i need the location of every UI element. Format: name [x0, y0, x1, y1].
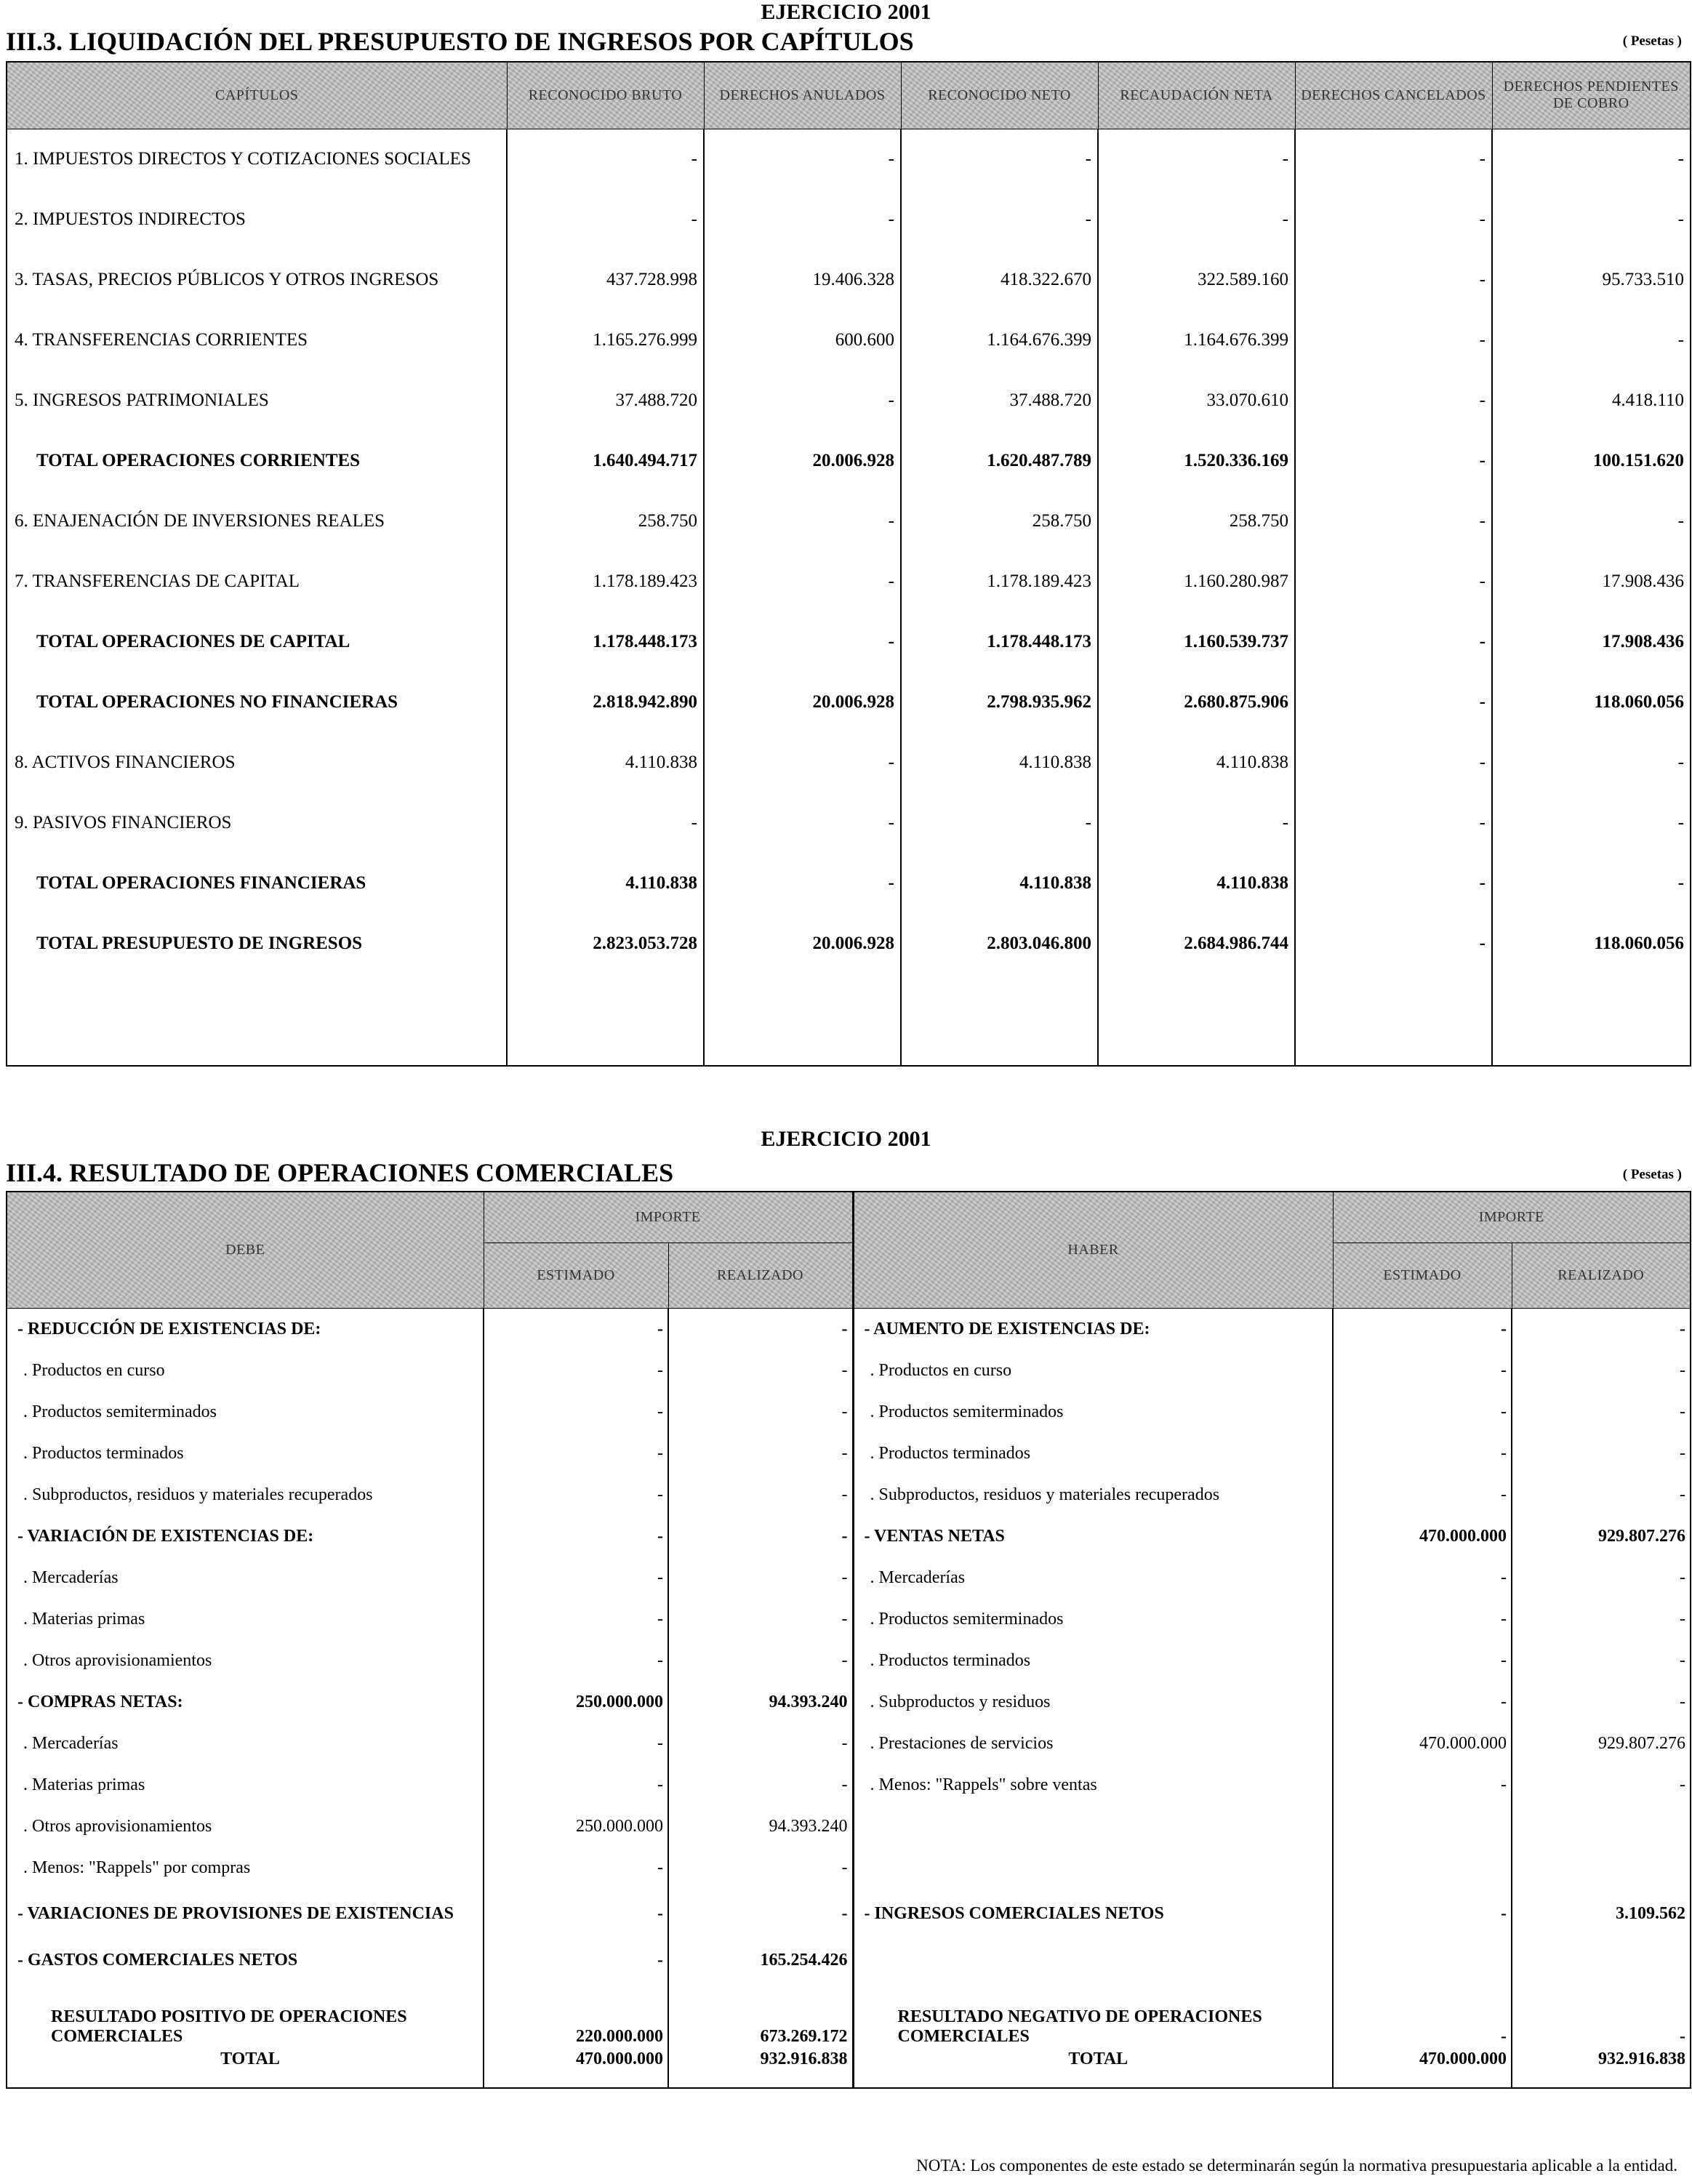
cell-value: 33.070.610	[1098, 371, 1295, 431]
table-row	[7, 1599, 1691, 1640]
haber-realizado	[1512, 1847, 1691, 1889]
row-label: 2. IMPUESTOS INDIRECTOS	[15, 209, 246, 229]
haber-realizado	[1512, 1940, 1691, 1981]
cell-value: 4.110.838	[901, 733, 1098, 793]
haber-realizado: -	[1512, 1765, 1691, 1806]
cell-value: -	[1492, 310, 1691, 371]
total-label-debe: TOTAL	[7, 2049, 484, 2088]
cell-value: -	[901, 190, 1098, 250]
haber-label: - AUMENTO DE EXISTENCIAS DE:	[853, 1308, 1333, 1350]
haber-label: . Productos terminados	[853, 1640, 1333, 1682]
cell-value: 95.733.510	[1492, 250, 1691, 310]
debe-estimado: -	[484, 1350, 668, 1392]
debe-estimado: -	[484, 1557, 668, 1599]
debe-estimado: 250.000.000	[484, 1806, 668, 1847]
cell-value: 258.750	[507, 491, 704, 552]
cell-value: -	[1295, 733, 1492, 793]
empty-cell	[704, 974, 901, 1066]
cell-value: 258.750	[901, 491, 1098, 552]
debe-estimado: -	[484, 1640, 668, 1682]
debe-label: . Productos en curso	[7, 1350, 484, 1392]
table-row	[7, 854, 1691, 914]
table-row	[7, 1940, 1691, 1981]
row-label: TOTAL OPERACIONES FINANCIERAS	[36, 873, 366, 893]
table-row	[7, 1847, 1691, 1889]
cell-value: 1.640.494.717	[507, 431, 704, 491]
cell-value: -	[1492, 854, 1691, 914]
haber-label: . Subproductos y residuos	[853, 1682, 1333, 1723]
table-row	[7, 310, 1691, 371]
cell-value: -	[704, 491, 901, 552]
cell-value: 600.600	[704, 310, 901, 371]
table-row	[7, 1516, 1691, 1557]
header-importe-debe: IMPORTE	[484, 1192, 853, 1242]
cell-value: -	[901, 793, 1098, 854]
haber-estimado: -	[1333, 1308, 1512, 1350]
haber-label: . Prestaciones de servicios	[853, 1723, 1333, 1765]
debe-label: . Productos semiterminados	[7, 1392, 484, 1433]
table-row	[7, 1392, 1691, 1433]
table-row	[7, 914, 1691, 974]
cell-value: -	[1492, 190, 1691, 250]
cell-value: 2.684.986.744	[1098, 914, 1295, 974]
header-debe: DEBE	[7, 1192, 484, 1308]
table-row	[7, 1640, 1691, 1682]
cell-value: -	[1492, 129, 1691, 190]
cell-value: -	[1295, 612, 1492, 673]
header-estimado-haber: ESTIMADO	[1333, 1242, 1512, 1308]
resultado-positivo-label: RESULTADO POSITIVO DE OPERACIONES COMERCIALES	[7, 1981, 484, 2049]
debe-realizado: -	[668, 1392, 853, 1433]
debe-label: - COMPRAS NETAS:	[7, 1682, 484, 1723]
row-label: TOTAL OPERACIONES NO FINANCIERAS	[36, 692, 398, 712]
row-label: 4. TRANSFERENCIAS CORRIENTES	[15, 330, 308, 350]
debe-estimado: -	[484, 1308, 668, 1350]
cell-value: -	[1098, 190, 1295, 250]
table-row	[7, 1350, 1691, 1392]
debe-realizado: -	[668, 1847, 853, 1889]
ejercicio-title-2: EJERCICIO 2001	[761, 1127, 931, 1151]
debe-label: - VARIACIONES DE PROVISIONES DE EXISTENCIAS	[7, 1889, 484, 1940]
table-row	[7, 552, 1691, 612]
table-row	[7, 1557, 1691, 1599]
cell-value: 1.178.448.173	[507, 612, 704, 673]
cell-value: -	[704, 190, 901, 250]
table-row	[7, 612, 1691, 673]
cell-value: 4.110.838	[1098, 733, 1295, 793]
haber-realizado: -	[1512, 1392, 1691, 1433]
cell-value: 4.110.838	[507, 854, 704, 914]
cell-value: 322.589.160	[1098, 250, 1295, 310]
cell-value: -	[1098, 793, 1295, 854]
debe-estimado: -	[484, 1765, 668, 1806]
empty-cell	[7, 974, 507, 1066]
resultado-negativo-label: RESULTADO NEGATIVO DE OPERACIONES COMERCIALES	[853, 1981, 1333, 2049]
nota-footer: NOTA: Los componentes de este estado se determinarán según la normativa presupuestaria aplicable a la entidad.	[916, 2156, 1677, 2175]
haber-realizado: -	[1512, 1557, 1691, 1599]
haber-label: . Subproductos, residuos y materiales recuperados	[853, 1474, 1333, 1516]
haber-realizado: -	[1512, 1640, 1691, 1682]
row-label: 8. ACTIVOS FINANCIEROS	[15, 752, 236, 772]
debe-realizado: -	[668, 1516, 853, 1557]
debe-realizado: -	[668, 1350, 853, 1392]
cell-value: 1.160.280.987	[1098, 552, 1295, 612]
col-header-derechos-pendientes: DERECHOS PENDIENTES DE COBRO	[1492, 62, 1691, 129]
cell-value: 2.803.046.800	[901, 914, 1098, 974]
total-haber-estimado: 470.000.000	[1333, 2049, 1512, 2088]
table-row	[7, 1433, 1691, 1474]
debe-realizado: -	[668, 1599, 853, 1640]
debe-estimado: -	[484, 1847, 668, 1889]
debe-realizado: -	[668, 1474, 853, 1516]
table-row	[7, 1765, 1691, 1806]
haber-estimado: -	[1333, 1392, 1512, 1433]
haber-label: - INGRESOS COMERCIALES NETOS	[853, 1889, 1333, 1940]
row-label: 6. ENAJENACIÓN DE INVERSIONES REALES	[15, 511, 385, 531]
cell-value: 1.160.539.737	[1098, 612, 1295, 673]
header-realizado-debe: REALIZADO	[668, 1242, 853, 1308]
cell-value: -	[1492, 733, 1691, 793]
table-row	[7, 1682, 1691, 1723]
cell-value: 4.110.838	[901, 854, 1098, 914]
debe-label: - GASTOS COMERCIALES NETOS	[7, 1940, 484, 1981]
table-row	[7, 371, 1691, 431]
haber-label	[853, 1847, 1333, 1889]
cell-value: 418.322.670	[901, 250, 1098, 310]
cell-value: 2.823.053.728	[507, 914, 704, 974]
debe-label: - REDUCCIÓN DE EXISTENCIAS DE:	[7, 1308, 484, 1350]
row-label: 1. IMPUESTOS DIRECTOS Y COTIZACIONES SOCIALES	[15, 149, 471, 169]
haber-realizado: -	[1512, 1308, 1691, 1350]
row-label: 7. TRANSFERENCIAS DE CAPITAL	[15, 571, 300, 591]
section-title-iii3: III.3. LIQUIDACIÓN DEL PRESUPUESTO DE INGRESOS POR CAPÍTULOS	[6, 27, 914, 56]
col-header-reconocido-neto: RECONOCIDO NETO	[901, 62, 1098, 129]
table-liquidacion-ingresos	[6, 61, 1691, 1067]
debe-label: . Subproductos, residuos y materiales recuperados	[7, 1474, 484, 1516]
haber-estimado	[1333, 1940, 1512, 1981]
cell-value: 1.164.676.399	[901, 310, 1098, 371]
empty-cell	[1295, 974, 1492, 1066]
resultado-row	[7, 1981, 1691, 2049]
cell-value: -	[1295, 552, 1492, 612]
cell-value: -	[507, 129, 704, 190]
debe-label: . Otros aprovisionamientos	[7, 1806, 484, 1847]
cell-value: 37.488.720	[507, 371, 704, 431]
cell-value: -	[704, 371, 901, 431]
haber-realizado: 929.807.276	[1512, 1723, 1691, 1765]
cell-value: -	[704, 733, 901, 793]
haber-estimado: -	[1333, 1765, 1512, 1806]
row-label: 9. PASIVOS FINANCIEROS	[15, 813, 232, 832]
haber-estimado: -	[1333, 1889, 1512, 1940]
debe-estimado: -	[484, 1889, 668, 1940]
table-row	[7, 1723, 1691, 1765]
cell-value: -	[1295, 793, 1492, 854]
cell-value: -	[1295, 854, 1492, 914]
cell-value: -	[1295, 673, 1492, 733]
cell-value: -	[704, 552, 901, 612]
ejercicio-title-1: EJERCICIO 2001	[761, 0, 931, 24]
cell-value: 19.406.328	[704, 250, 901, 310]
haber-realizado: -	[1512, 1433, 1691, 1474]
cell-value: -	[1295, 310, 1492, 371]
cell-value: 37.488.720	[901, 371, 1098, 431]
haber-estimado: -	[1333, 1433, 1512, 1474]
cell-value: -	[704, 854, 901, 914]
table-row	[7, 733, 1691, 793]
cell-value: 2.818.942.890	[507, 673, 704, 733]
debe-label: - VARIACIÓN DE EXISTENCIAS DE:	[7, 1516, 484, 1557]
haber-label: . Productos terminados	[853, 1433, 1333, 1474]
cell-value: 258.750	[1098, 491, 1295, 552]
empty-cell	[1098, 974, 1295, 1066]
haber-estimado: -	[1333, 1640, 1512, 1682]
debe-estimado: -	[484, 1723, 668, 1765]
cell-value: -	[901, 129, 1098, 190]
col-header-derechos-cancelados: DERECHOS CANCELADOS	[1295, 62, 1492, 129]
table-row	[7, 190, 1691, 250]
debe-realizado: 94.393.240	[668, 1682, 853, 1723]
total-debe-realizado: 932.916.838	[668, 2049, 853, 2088]
total-haber-realizado: 932.916.838	[1512, 2049, 1691, 2088]
row-label: 3. TASAS, PRECIOS PÚBLICOS Y OTROS INGRESOS	[15, 270, 439, 289]
cell-value: 100.151.620	[1492, 431, 1691, 491]
cell-value: 1.520.336.169	[1098, 431, 1295, 491]
table-row-spacer	[7, 974, 1691, 1066]
section-title-iii4: III.4. RESULTADO DE OPERACIONES COMERCIALES	[6, 1158, 674, 1187]
haber-estimado: -	[1333, 1474, 1512, 1516]
row-label: TOTAL OPERACIONES DE CAPITAL	[36, 632, 350, 651]
haber-realizado: -	[1512, 1682, 1691, 1723]
table-row	[7, 491, 1691, 552]
empty-cell	[1492, 974, 1691, 1066]
haber-label: . Productos en curso	[853, 1350, 1333, 1392]
cell-value: -	[1295, 190, 1492, 250]
debe-realizado: -	[668, 1308, 853, 1350]
total-label-haber: TOTAL	[853, 2049, 1333, 2088]
cell-value: 1.620.487.789	[901, 431, 1098, 491]
row-label: TOTAL PRESUPUESTO DE INGRESOS	[36, 934, 363, 953]
col-header-reconocido-bruto: RECONOCIDO BRUTO	[507, 62, 704, 129]
debe-estimado: 250.000.000	[484, 1682, 668, 1723]
debe-label: . Mercaderías	[7, 1557, 484, 1599]
table-resultado-operaciones	[6, 1191, 1691, 2089]
cell-value: -	[1295, 914, 1492, 974]
debe-realizado: -	[668, 1640, 853, 1682]
cell-value: 1.178.189.423	[901, 552, 1098, 612]
cell-value: 20.006.928	[704, 914, 901, 974]
debe-estimado: -	[484, 1940, 668, 1981]
haber-realizado: -	[1512, 1474, 1691, 1516]
haber-estimado: -	[1333, 1350, 1512, 1392]
cell-value: 2.798.935.962	[901, 673, 1098, 733]
cell-value: 1.178.448.173	[901, 612, 1098, 673]
cell-value: -	[704, 612, 901, 673]
cell-value: 4.110.838	[507, 733, 704, 793]
haber-realizado: 3.109.562	[1512, 1889, 1691, 1940]
haber-estimado: -	[1333, 1682, 1512, 1723]
debe-realizado: -	[668, 1557, 853, 1599]
header-realizado-haber: REALIZADO	[1512, 1242, 1691, 1308]
cell-value: 4.110.838	[1098, 854, 1295, 914]
cell-value: 20.006.928	[704, 431, 901, 491]
haber-label	[853, 1940, 1333, 1981]
haber-realizado	[1512, 1806, 1691, 1847]
resultado-negativo-estimado: -	[1333, 1981, 1512, 2049]
table-row	[7, 1474, 1691, 1516]
cell-value: 2.680.875.906	[1098, 673, 1295, 733]
haber-label: - VENTAS NETAS	[853, 1516, 1333, 1557]
haber-estimado	[1333, 1806, 1512, 1847]
cell-value: 20.006.928	[704, 673, 901, 733]
debe-label: . Productos terminados	[7, 1433, 484, 1474]
cell-value: -	[507, 190, 704, 250]
debe-realizado: -	[668, 1765, 853, 1806]
header-estimado-debe: ESTIMADO	[484, 1242, 668, 1308]
table-row	[7, 129, 1691, 190]
haber-label: . Productos semiterminados	[853, 1392, 1333, 1433]
haber-label: . Menos: "Rappels" sobre ventas	[853, 1765, 1333, 1806]
debe-realizado: 94.393.240	[668, 1806, 853, 1847]
table-row	[7, 793, 1691, 854]
debe-label: . Mercaderías	[7, 1723, 484, 1765]
debe-realizado: -	[668, 1723, 853, 1765]
col-header-capitulos: CAPÍTULOS	[7, 62, 507, 129]
haber-label	[853, 1806, 1333, 1847]
table-row	[7, 1308, 1691, 1350]
cell-value: -	[1295, 371, 1492, 431]
cell-value: 1.164.676.399	[1098, 310, 1295, 371]
cell-value: -	[1492, 793, 1691, 854]
cell-value: -	[1492, 491, 1691, 552]
debe-estimado: -	[484, 1392, 668, 1433]
haber-estimado	[1333, 1847, 1512, 1889]
col-header-derechos-anulados: DERECHOS ANULADOS	[704, 62, 901, 129]
debe-realizado: -	[668, 1433, 853, 1474]
empty-cell	[507, 974, 704, 1066]
debe-realizado: 165.254.426	[668, 1940, 853, 1981]
haber-label: . Productos semiterminados	[853, 1599, 1333, 1640]
debe-label: . Otros aprovisionamientos	[7, 1640, 484, 1682]
row-label: 5. INGRESOS PATRIMONIALES	[15, 390, 269, 410]
debe-estimado: -	[484, 1433, 668, 1474]
haber-estimado: 470.000.000	[1333, 1723, 1512, 1765]
haber-label: . Mercaderías	[853, 1557, 1333, 1599]
haber-estimado: 470.000.000	[1333, 1516, 1512, 1557]
haber-estimado: -	[1333, 1557, 1512, 1599]
cell-value: -	[704, 793, 901, 854]
table-row	[7, 250, 1691, 310]
table-row	[7, 1889, 1691, 1940]
cell-value: 1.165.276.999	[507, 310, 704, 371]
cell-value: -	[1295, 250, 1492, 310]
debe-label: . Materias primas	[7, 1599, 484, 1640]
cell-value: 17.908.436	[1492, 612, 1691, 673]
header-importe-haber: IMPORTE	[1333, 1192, 1691, 1242]
resultado-positivo-realizado: 673.269.172	[668, 1981, 853, 2049]
cell-value: -	[1295, 491, 1492, 552]
haber-realizado: -	[1512, 1350, 1691, 1392]
resultado-positivo-estimado: 220.000.000	[484, 1981, 668, 2049]
resultado-negativo-realizado: -	[1512, 1981, 1691, 2049]
cell-value: 1.178.189.423	[507, 552, 704, 612]
currency-note-1: ( Pesetas )	[1622, 33, 1682, 49]
cell-value: -	[1295, 431, 1492, 491]
row-label: TOTAL OPERACIONES CORRIENTES	[36, 451, 361, 470]
cell-value: 437.728.998	[507, 250, 704, 310]
cell-value: 118.060.056	[1492, 914, 1691, 974]
cell-value: -	[507, 793, 704, 854]
debe-estimado: -	[484, 1474, 668, 1516]
col-header-recaudacion-neta: RECAUDACIÓN NETA	[1098, 62, 1295, 129]
debe-realizado: -	[668, 1889, 853, 1940]
cell-value: -	[1295, 129, 1492, 190]
haber-realizado: -	[1512, 1599, 1691, 1640]
haber-realizado: 929.807.276	[1512, 1516, 1691, 1557]
table-row	[7, 1806, 1691, 1847]
empty-cell	[901, 974, 1098, 1066]
total-debe-estimado: 470.000.000	[484, 2049, 668, 2088]
header-haber: HABER	[853, 1192, 1333, 1308]
debe-label: . Menos: "Rappels" por compras	[7, 1847, 484, 1889]
currency-note-2: ( Pesetas )	[1622, 1167, 1682, 1182]
cell-value: -	[704, 129, 901, 190]
cell-value: 17.908.436	[1492, 552, 1691, 612]
total-row	[7, 2049, 1691, 2088]
table-row	[7, 673, 1691, 733]
debe-estimado: -	[484, 1516, 668, 1557]
cell-value: -	[1098, 129, 1295, 190]
cell-value: 118.060.056	[1492, 673, 1691, 733]
cell-value: 4.418.110	[1492, 371, 1691, 431]
table-row	[7, 431, 1691, 491]
haber-estimado: -	[1333, 1599, 1512, 1640]
debe-estimado: -	[484, 1599, 668, 1640]
debe-label: . Materias primas	[7, 1765, 484, 1806]
